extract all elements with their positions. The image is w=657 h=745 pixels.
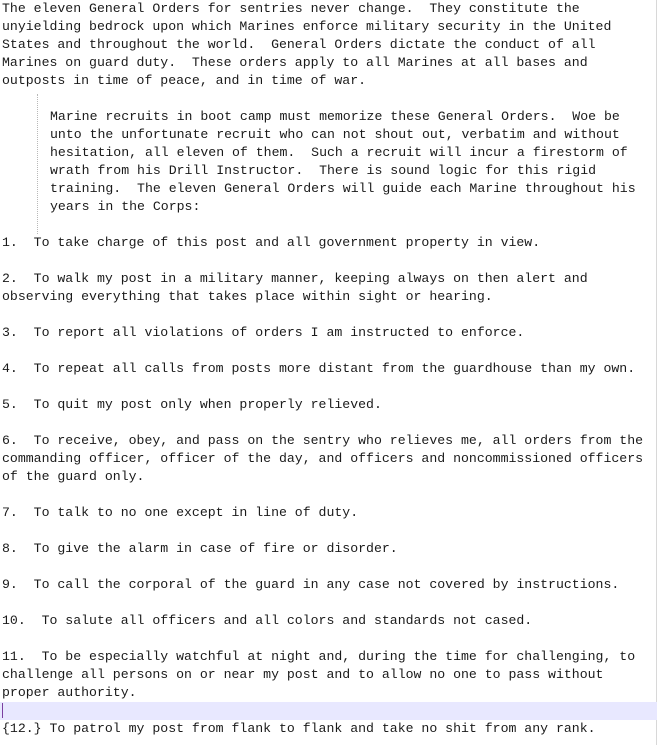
quote-line: training. The eleven General Orders will guide each Marine throughout his bbox=[50, 181, 636, 196]
order-3: 3. To report all violations of orders I am instructed to enforce. bbox=[2, 325, 525, 340]
current-line-highlight[interactable] bbox=[0, 702, 657, 720]
text-caret bbox=[2, 703, 3, 718]
order-7: 7. To talk to no one except in line of duty. bbox=[2, 505, 359, 520]
order-9: 9. To call the corporal of the guard in any case not covered by instructions. bbox=[2, 577, 620, 592]
order-11: 11. To be especially watchful at night and, during the time for challenging, to bbox=[2, 649, 636, 664]
intro-line: The eleven General Orders for sentries never change. They constitute the bbox=[2, 1, 580, 16]
quote-line: wrath from his Drill Instructor. There is sound logic for this rigid bbox=[50, 163, 597, 178]
order-6: 6. To receive, obey, and pass on the sentry who relieves me, all orders from the bbox=[2, 433, 644, 448]
order-2-cont: observing everything that takes place within sight or hearing. bbox=[2, 289, 493, 304]
intro-line: unyielding bedrock upon which Marines enforce military security in the United bbox=[2, 19, 612, 34]
quote-line: years in the Corps: bbox=[50, 199, 201, 214]
extra-order: {12.} To patrol my post from flank to flank and take no shit from any rank. bbox=[2, 721, 596, 736]
order-5: 5. To quit my post only when properly relieved. bbox=[2, 397, 382, 412]
order-11-cont: proper authority. bbox=[2, 685, 137, 700]
order-4: 4. To repeat all calls from posts more distant from the guardhouse than my own. bbox=[2, 361, 636, 376]
intro-line: outposts in time of peace, and in time of war. bbox=[2, 73, 367, 88]
order-6-cont: of the guard only. bbox=[2, 469, 145, 484]
order-8: 8. To give the alarm in case of fire or disorder. bbox=[2, 541, 398, 556]
order-6-cont: commanding officer, officer of the day, and officers and noncommissioned officers bbox=[2, 451, 644, 466]
order-1: 1. To take charge of this post and all government property in view. bbox=[2, 235, 541, 250]
order-2: 2. To walk my post in a military manner, keeping always on then alert and bbox=[2, 271, 588, 286]
quote-line: unto the unfortunate recruit who can not shout out, verbatim and without bbox=[50, 127, 620, 142]
intro-line: States and throughout the world. General Orders dictate the conduct of all bbox=[2, 37, 596, 52]
order-10: 10. To salute all officers and all colors and standards not cased. bbox=[2, 613, 533, 628]
quote-line: hesitation, all eleven of them. Such a recruit will incur a firestorm of bbox=[50, 145, 628, 160]
intro-line: Marines on guard duty. These orders apply to all Marines at all bases and bbox=[2, 55, 588, 70]
indent-guide bbox=[37, 94, 38, 234]
quote-line: Marine recruits in boot camp must memorize these General Orders. Woe be bbox=[50, 109, 620, 124]
order-11-cont: challenge all persons on or near my post and to allow no one to pass without bbox=[2, 667, 604, 682]
